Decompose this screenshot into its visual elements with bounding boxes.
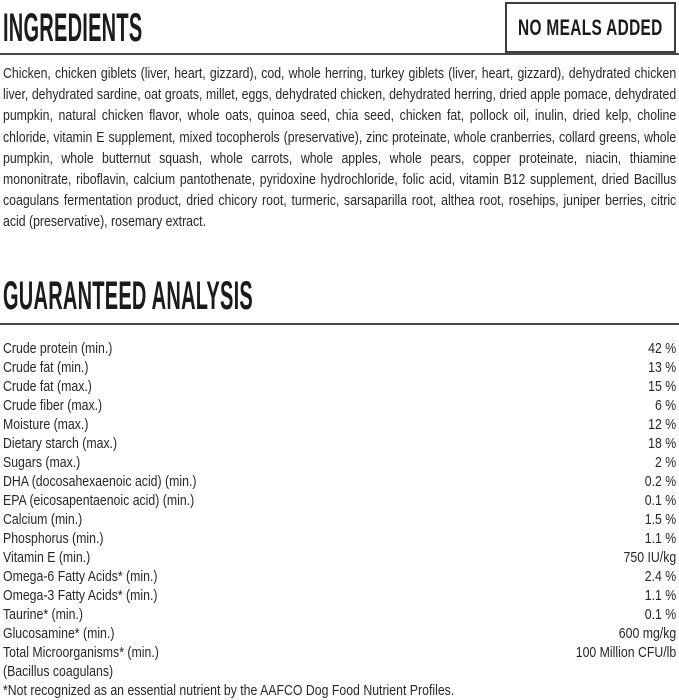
table-row xyxy=(3,643,676,662)
no-meals-added-badge-label: NO MEALS ADDED xyxy=(518,14,663,40)
guaranteed-analysis-title xyxy=(3,276,503,316)
table-row xyxy=(3,567,676,586)
table-row xyxy=(3,453,676,472)
ingredients-title xyxy=(3,8,282,48)
no-meals-added-badge xyxy=(505,2,676,53)
nutrient-label: Crude fat (min.) xyxy=(3,359,89,376)
nutrient-label: Calcium (min.) xyxy=(3,511,83,528)
ingredients-title-text: INGREDIENTS xyxy=(3,6,143,50)
nutrient-label: Total Microorganisms* (min.) xyxy=(3,644,159,661)
nutrient-value: 1.1 % xyxy=(644,530,677,547)
nutrient-value: 0.1 % xyxy=(644,606,677,623)
nutrient-value: 100 Million CFU/lb xyxy=(575,644,677,661)
table-row xyxy=(3,529,676,548)
nutrient-value: 12 % xyxy=(648,416,677,433)
table-row xyxy=(3,548,676,567)
nutrient-value: 1.1 % xyxy=(644,587,677,604)
nutrient-label: Crude fiber (max.) xyxy=(3,397,103,414)
nutrient-label: Crude fat (max.) xyxy=(3,378,92,395)
aafco-footnote: *Not recognized as an essential nutrient by the AAFCO Dog Food Nutrient Profiles. xyxy=(3,682,455,699)
table-row xyxy=(3,586,676,605)
guaranteed-analysis-table xyxy=(3,339,676,700)
nutrient-label: Moisture (max.) xyxy=(3,416,89,433)
table-row xyxy=(3,377,676,396)
nutrient-value: 1.5 % xyxy=(644,511,677,528)
nutrient-label: Taurine* (min.) xyxy=(3,606,83,623)
table-row xyxy=(3,624,676,643)
nutrient-label: Dietary starch (max.) xyxy=(3,435,118,452)
nutrient-label: Omega-3 Fatty Acids* (min.) xyxy=(3,587,158,604)
nutrient-value: 42 % xyxy=(648,340,677,357)
nutrient-label: Crude protein (min.) xyxy=(3,340,113,357)
guaranteed-analysis-title-text: GUARANTEED ANALYSIS xyxy=(3,274,253,318)
nutrient-value: 750 IU/kg xyxy=(623,549,677,566)
table-row xyxy=(3,396,676,415)
nutrient-value: 0.2 % xyxy=(644,473,677,490)
nutrient-label: Vitamin E (min.) xyxy=(3,549,91,566)
nutrient-value: 2 % xyxy=(655,454,677,471)
nutrient-value: 0.1 % xyxy=(644,492,677,509)
table-row xyxy=(3,510,676,529)
nutrient-value: 600 mg/kg xyxy=(618,625,677,642)
guaranteed-analysis-divider xyxy=(0,323,679,325)
nutrient-value: 13 % xyxy=(648,359,677,376)
nutrient-value: 2.4 % xyxy=(644,568,677,585)
table-row xyxy=(3,662,676,681)
nutrient-value: 15 % xyxy=(648,378,677,395)
ingredients-header xyxy=(0,0,679,55)
ingredients-paragraph: Chicken, chicken giblets (liver, heart, gizzard), cod, whole herring, turkey giblets (liver, heart, gizzard), dehydrated chicken liver, dehydrated sardine, oat groats, millet, eggs, dehydrated chicken, dehydrated herring, dried apple pomace, dehydrated pumpkin, natural chicken flavor, whole oats, quinoa seed, chia seed, chicken fat, pollock oil, inulin, dried kelp, choline chloride, vitamin E supplement, mixed tocopherols (preservative), zinc proteinate, whole cranberries, collard greens, whole pumpkin, whole butternut squash, whole carrots, whole apples, whole pears, copper proteinate, niacin, thiamine mononitrate, riboflavin, calcium pantothenate, pyridoxine hydrochloride, folic acid, vitamin B12 supplement, dried Bacillus coagulans fermentation product, dried chicory root, turmeric, sarsaparilla root, althea root, rosehips, juniper berries, citric acid (preservative), rosemary extract. xyxy=(3,65,677,231)
nutrient-label: Glucosamine* (min.) xyxy=(3,625,115,642)
nutrient-label: Sugars (max.) xyxy=(3,454,81,471)
nutrient-label: EPA (eicosapentaenoic acid) (min.) xyxy=(3,492,195,509)
table-row xyxy=(3,491,676,510)
nutrient-label: Omega-6 Fatty Acids* (min.) xyxy=(3,568,158,585)
nutrient-value: 6 % xyxy=(655,397,677,414)
table-row xyxy=(3,472,676,491)
table-row xyxy=(3,434,676,453)
nutrient-label: Phosphorus (min.) xyxy=(3,530,104,547)
nutrient-label: DHA (docosahexaenoic acid) (min.) xyxy=(3,473,197,490)
table-row xyxy=(3,339,676,358)
table-row xyxy=(3,358,676,377)
nutrient-value: 18 % xyxy=(648,435,677,452)
table-row xyxy=(3,605,676,624)
table-row xyxy=(3,415,676,434)
nutrient-label: (Bacillus coagulans) xyxy=(3,663,114,680)
